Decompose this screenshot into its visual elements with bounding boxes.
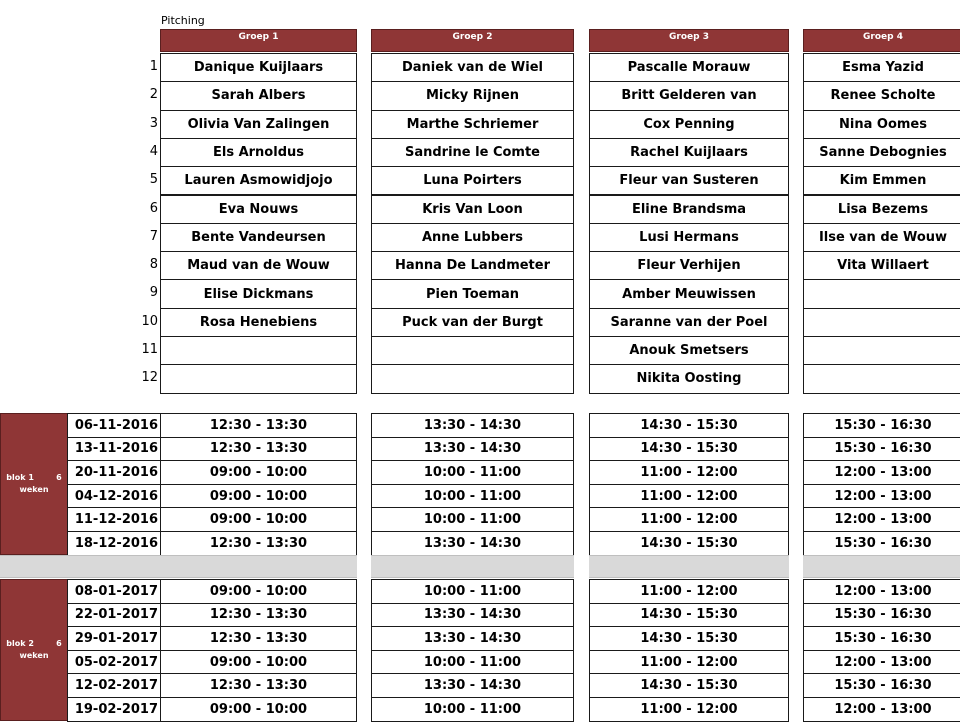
member-cell[interactable]: Danique Kuijlaars xyxy=(160,53,357,82)
row-number: 4 xyxy=(149,143,158,159)
row-number: 12 xyxy=(141,370,158,386)
date-cell[interactable]: 05-02-2017 xyxy=(67,650,161,675)
member-cell[interactable]: Pien Toeman xyxy=(371,279,574,308)
timeslot-cell[interactable]: 11:00 - 12:00 xyxy=(589,579,789,604)
member-cell[interactable]: Daniek van de Wiel xyxy=(371,53,574,82)
member-cell[interactable]: Eva Nouws xyxy=(160,195,357,224)
timeslot-cell[interactable]: 09:00 - 10:00 xyxy=(160,697,357,722)
timeslot-cell[interactable]: 13:30 - 14:30 xyxy=(371,437,574,462)
timeslot-cell[interactable]: 11:00 - 12:00 xyxy=(589,650,789,675)
row-number: 1 xyxy=(149,59,158,74)
timeslot-cell[interactable]: 13:30 - 14:30 xyxy=(371,673,574,698)
member-cell[interactable]: Bente Vandeursen xyxy=(160,223,357,252)
member-cell[interactable]: Marthe Schriemer xyxy=(371,110,574,139)
member-cell[interactable]: Rosa Henebiens xyxy=(160,308,357,337)
timeslot-cell[interactable]: 12:30 - 13:30 xyxy=(160,603,357,628)
timeslot-cell[interactable]: 15:30 - 16:30 xyxy=(803,437,960,462)
timeslot-cell[interactable]: 15:30 - 16:30 xyxy=(803,531,960,556)
timeslot-cell[interactable]: 12:00 - 13:00 xyxy=(803,579,960,604)
timeslot-cell[interactable]: 12:30 - 13:30 xyxy=(160,437,357,462)
member-cell[interactable]: Amber Meuwissen xyxy=(589,279,789,308)
row-number: 2 xyxy=(149,87,158,103)
member-cell[interactable]: Kris Van Loon xyxy=(371,195,574,224)
member-cell[interactable]: Luna Poirters xyxy=(371,166,574,195)
timeslot-cell[interactable]: 15:30 - 16:30 xyxy=(803,673,960,698)
member-cell[interactable]: Kim Emmen xyxy=(803,166,960,195)
timeslot-cell[interactable]: 10:00 - 11:00 xyxy=(371,650,574,675)
date-cell[interactable]: 29-01-2017 xyxy=(67,626,161,651)
member-cell[interactable] xyxy=(803,364,960,393)
timeslot-cell[interactable]: 15:30 - 16:30 xyxy=(803,626,960,651)
member-cell[interactable]: Lauren Asmowidjojo xyxy=(160,166,357,195)
timeslot-cell[interactable]: 14:30 - 15:30 xyxy=(589,603,789,628)
timeslot-cell[interactable]: 14:30 - 15:30 xyxy=(589,626,789,651)
separator-row-group-1 xyxy=(160,555,357,578)
member-cell[interactable]: Renee Scholte xyxy=(803,81,960,110)
date-cell[interactable]: 04-12-2016 xyxy=(67,484,161,509)
timeslot-cell[interactable]: 14:30 - 15:30 xyxy=(589,673,789,698)
member-cell[interactable]: Saranne van der Poel xyxy=(589,308,789,337)
member-cell[interactable] xyxy=(371,336,574,365)
timeslot-cell[interactable]: 09:00 - 10:00 xyxy=(160,507,357,532)
group-header-1[interactable]: Groep 1 xyxy=(160,29,357,52)
member-cell[interactable]: Sanne Debognies xyxy=(803,138,960,167)
timeslot-cell[interactable]: 14:30 - 15:30 xyxy=(589,531,789,556)
member-cell[interactable]: Eline Brandsma xyxy=(589,195,789,224)
block-label-1 xyxy=(0,413,68,555)
date-cell[interactable]: 11-12-2016 xyxy=(67,507,161,532)
block-label-text: blok 1 6 weken xyxy=(6,472,62,494)
member-cell[interactable]: Olivia Van Zalingen xyxy=(160,110,357,139)
timeslot-cell[interactable]: 11:00 - 12:00 xyxy=(589,460,789,485)
timeslot-cell[interactable]: 12:30 - 13:30 xyxy=(160,413,357,438)
timeslot-cell[interactable]: 09:00 - 10:00 xyxy=(160,579,357,604)
timeslot-cell[interactable]: 10:00 - 11:00 xyxy=(371,697,574,722)
timeslot-cell[interactable]: 13:30 - 14:30 xyxy=(371,413,574,438)
date-cell[interactable]: 20-11-2016 xyxy=(67,460,161,485)
date-cell[interactable]: 12-02-2017 xyxy=(67,673,161,698)
date-cell[interactable]: 06-11-2016 xyxy=(67,413,161,438)
date-cell[interactable]: 18-12-2016 xyxy=(67,531,161,556)
timeslot-cell[interactable]: 12:30 - 13:30 xyxy=(160,531,357,556)
row-number: 10 xyxy=(141,313,158,329)
member-cell[interactable] xyxy=(160,336,357,365)
member-cell[interactable]: Sarah Albers xyxy=(160,81,357,110)
timeslot-cell[interactable]: 12:00 - 13:00 xyxy=(803,484,960,509)
member-cell[interactable]: Elise Dickmans xyxy=(160,279,357,308)
sheet-title: Pitching xyxy=(161,14,205,27)
date-cell[interactable]: 19-02-2017 xyxy=(67,697,161,722)
timeslot-cell[interactable]: 14:30 - 15:30 xyxy=(589,437,789,462)
member-cell[interactable]: Cox Penning xyxy=(589,110,789,139)
timeslot-cell[interactable]: 12:00 - 13:00 xyxy=(803,507,960,532)
member-cell[interactable]: Britt Gelderen van xyxy=(589,81,789,110)
timeslot-cell[interactable]: 13:30 - 14:30 xyxy=(371,626,574,651)
member-cell[interactable] xyxy=(803,336,960,365)
group-header-2[interactable]: Groep 2 xyxy=(371,29,574,52)
timeslot-cell[interactable]: 13:30 - 14:30 xyxy=(371,531,574,556)
timeslot-cell[interactable]: 13:30 - 14:30 xyxy=(371,603,574,628)
member-cell[interactable]: Puck van der Burgt xyxy=(371,308,574,337)
member-cell[interactable]: Anne Lubbers xyxy=(371,223,574,252)
date-cell[interactable]: 13-11-2016 xyxy=(67,437,161,462)
timeslot-cell[interactable]: 10:00 - 11:00 xyxy=(371,460,574,485)
member-cell[interactable]: Maud van de Wouw xyxy=(160,251,357,280)
timeslot-cell[interactable]: 15:30 - 16:30 xyxy=(803,413,960,438)
member-cell[interactable]: Anouk Smetsers xyxy=(589,336,789,365)
separator-row-group-4 xyxy=(803,555,960,578)
timeslot-cell[interactable]: 14:30 - 15:30 xyxy=(589,413,789,438)
timeslot-cell[interactable]: 12:30 - 13:30 xyxy=(160,673,357,698)
member-cell[interactable] xyxy=(371,364,574,393)
member-cell[interactable]: Els Arnoldus xyxy=(160,138,357,167)
row-number: 9 xyxy=(149,285,158,301)
member-cell[interactable]: Fleur Verhijen xyxy=(589,251,789,280)
timeslot-cell[interactable]: 09:00 - 10:00 xyxy=(160,650,357,675)
separator-row-block-col xyxy=(0,555,68,578)
row-number: 7 xyxy=(149,228,158,244)
separator-row-group-3 xyxy=(589,555,789,578)
timeslot-cell[interactable]: 15:30 - 16:30 xyxy=(803,603,960,628)
member-cell[interactable]: Pascalle Morauw xyxy=(589,53,789,82)
row-number: 11 xyxy=(141,342,158,357)
date-cell[interactable]: 08-01-2017 xyxy=(67,579,161,604)
member-cell[interactable] xyxy=(803,279,960,308)
block-label-2 xyxy=(0,579,68,721)
timeslot-cell[interactable]: 12:00 - 13:00 xyxy=(803,650,960,675)
timeslot-cell[interactable]: 11:00 - 12:00 xyxy=(589,484,789,509)
date-cell[interactable]: 22-01-2017 xyxy=(67,603,161,628)
row-number: 8 xyxy=(149,257,158,273)
member-cell[interactable]: Rachel Kuijlaars xyxy=(589,138,789,167)
timeslot-cell[interactable]: 12:00 - 13:00 xyxy=(803,697,960,722)
separator-row-group-2 xyxy=(371,555,574,578)
group-header-4[interactable]: Groep 4 xyxy=(803,29,960,52)
group-header-3[interactable]: Groep 3 xyxy=(589,29,789,52)
member-cell[interactable] xyxy=(803,308,960,337)
member-cell[interactable]: Lisa Bezems xyxy=(803,195,960,224)
separator-row-date-col xyxy=(67,555,161,578)
member-cell[interactable]: Ilse van de Wouw xyxy=(803,223,960,252)
member-cell[interactable]: Sandrine le Comte xyxy=(371,138,574,167)
member-cell[interactable]: Nina Oomes xyxy=(803,110,960,139)
timeslot-cell[interactable]: 11:00 - 12:00 xyxy=(589,507,789,532)
member-cell[interactable]: Hanna De Landmeter xyxy=(371,251,574,280)
member-cell[interactable]: Esma Yazid xyxy=(803,53,960,82)
member-cell[interactable]: Vita Willaert xyxy=(803,251,960,280)
block-label-text: blok 2 6 weken xyxy=(6,638,62,660)
member-cell[interactable]: Fleur van Susteren xyxy=(589,166,789,195)
timeslot-cell[interactable]: 12:30 - 13:30 xyxy=(160,626,357,651)
member-cell[interactable]: Micky Rijnen xyxy=(371,81,574,110)
timeslot-cell[interactable]: 12:00 - 13:00 xyxy=(803,460,960,485)
row-number: 3 xyxy=(149,115,158,131)
row-number: 6 xyxy=(149,200,158,216)
timeslot-cell[interactable]: 10:00 - 11:00 xyxy=(371,484,574,509)
member-cell[interactable]: Nikita Oosting xyxy=(589,364,789,393)
timeslot-cell[interactable]: 10:00 - 11:00 xyxy=(371,579,574,604)
member-cell[interactable]: Lusi Hermans xyxy=(589,223,789,252)
row-number: 5 xyxy=(149,172,158,188)
timeslot-cell[interactable]: 09:00 - 10:00 xyxy=(160,460,357,485)
timeslot-cell[interactable]: 10:00 - 11:00 xyxy=(371,507,574,532)
member-cell[interactable] xyxy=(160,364,357,393)
timeslot-cell[interactable]: 09:00 - 10:00 xyxy=(160,484,357,509)
timeslot-cell[interactable]: 11:00 - 12:00 xyxy=(589,697,789,722)
